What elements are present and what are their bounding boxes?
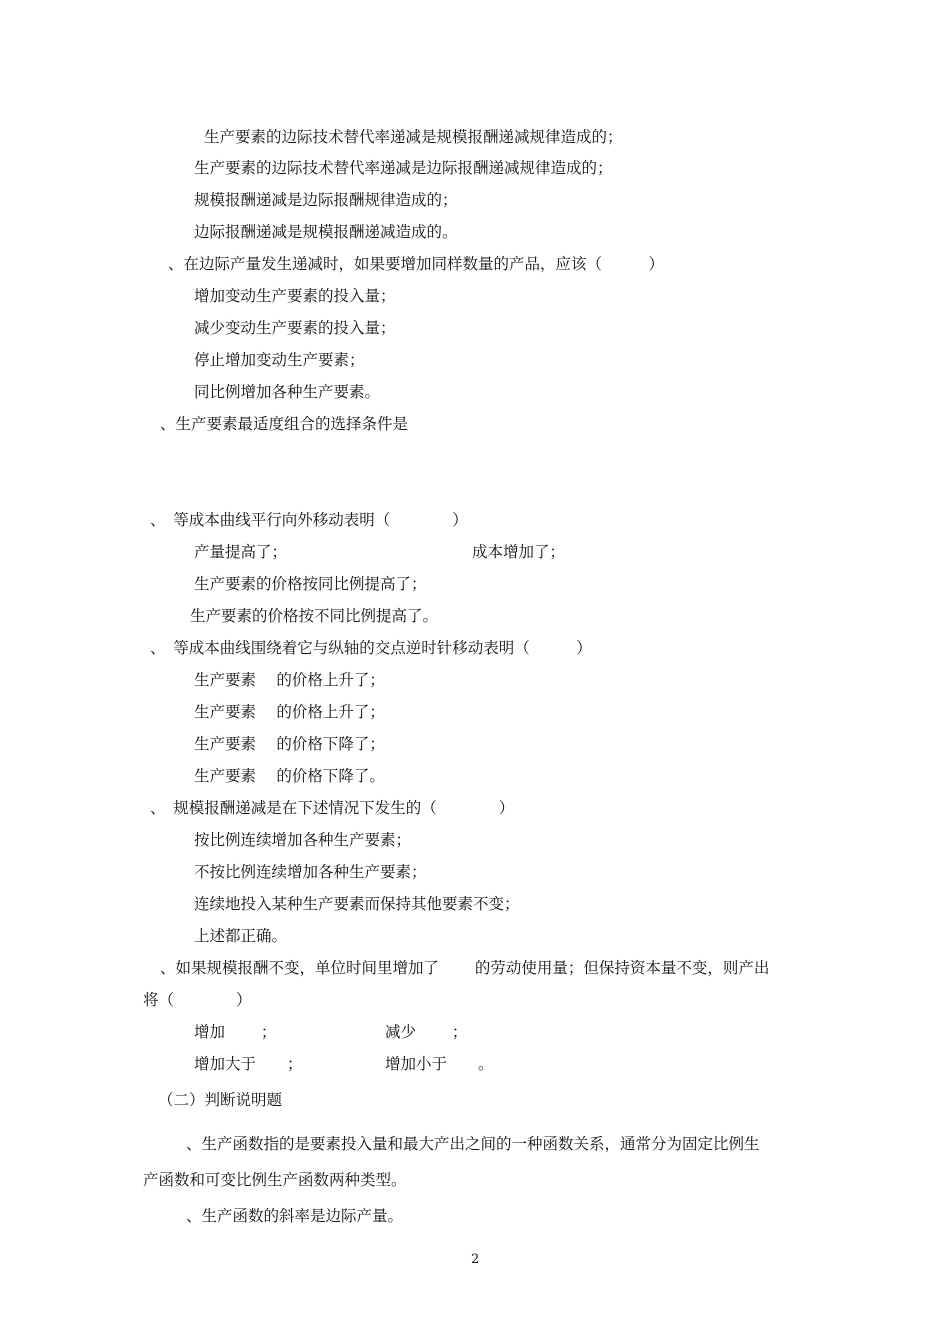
- text-line: 停止增加变动生产要素；: [194, 351, 365, 369]
- text-line: 产函数和可变比例生产函数两种类型。: [143, 1171, 407, 1189]
- text-line: 增加 ；: [194, 1023, 277, 1041]
- text-line: 减少 ；: [385, 1023, 468, 1041]
- text-line: 成本增加了；: [472, 543, 566, 561]
- text-line: 增加大于 ；: [194, 1055, 303, 1073]
- text-line: 不按比例连续增加各种生产要素；: [194, 863, 427, 881]
- text-line: 、生产函数的斜率是边际产量。: [186, 1207, 404, 1225]
- question-line: 、 规模报酬递减是在下述情况下发生的（ ）: [150, 799, 515, 817]
- question-line: 、 等成本曲线平行向外移动表明（ ）: [150, 511, 468, 529]
- text-line: 生产要素 的价格上升了；: [194, 703, 385, 721]
- section-heading: （二）判断说明题: [158, 1091, 283, 1109]
- text-line: 生产要素 的价格上升了；: [194, 671, 385, 689]
- question-line: 、生产要素最适度组合的选择条件是: [160, 415, 409, 433]
- text-line: 生产要素 的价格下降了。: [194, 767, 385, 785]
- text-line: 生产要素的边际技术替代率递减是边际报酬递减规律造成的；: [194, 159, 613, 177]
- text-line: 规模报酬递减是边际报酬规律造成的；: [194, 191, 458, 209]
- text-line: 同比例增加各种生产要素。: [194, 383, 381, 401]
- text-line: 增加小于 。: [385, 1055, 494, 1073]
- text-line: 边际报酬递减是规模报酬递减造成的。: [194, 223, 458, 241]
- text-line: 将（ ）: [143, 991, 252, 1009]
- question-line: 、如果规模报酬不变，单位时间里增加了 的劳动使用量；但保持资本量不变，则产出: [160, 959, 770, 977]
- text-line: 生产要素的价格按不同比例提高了。: [190, 607, 439, 625]
- page-number: 2: [471, 1252, 480, 1267]
- text-line: 产量提高了；: [194, 543, 288, 561]
- text-line: 生产要素的边际技术替代率递减是规模报酬递减规律造成的；: [204, 128, 623, 146]
- text-line: 生产要素的价格按同比例提高了；: [194, 575, 427, 593]
- text-line: 连续地投入某种生产要素而保持其他要素不变；: [194, 895, 520, 913]
- text-line: 、生产函数指的是要素投入量和最大产出之间的一种函数关系，通常分为固定比例生: [186, 1135, 760, 1153]
- question-line: 、在边际产量发生递减时，如果要增加同样数量的产品，应该（ ）: [168, 255, 665, 273]
- text-line: 按比例连续增加各种生产要素；: [194, 831, 412, 849]
- text-line: 增加变动生产要素的投入量；: [194, 287, 396, 305]
- text-line: 减少变动生产要素的投入量；: [194, 319, 396, 337]
- text-line: 上述都正确。: [194, 927, 288, 945]
- question-line: 、 等成本曲线围绕着它与纵轴的交点逆时针移动表明（ ）: [150, 639, 592, 657]
- text-line: 生产要素 的价格下降了；: [194, 735, 385, 753]
